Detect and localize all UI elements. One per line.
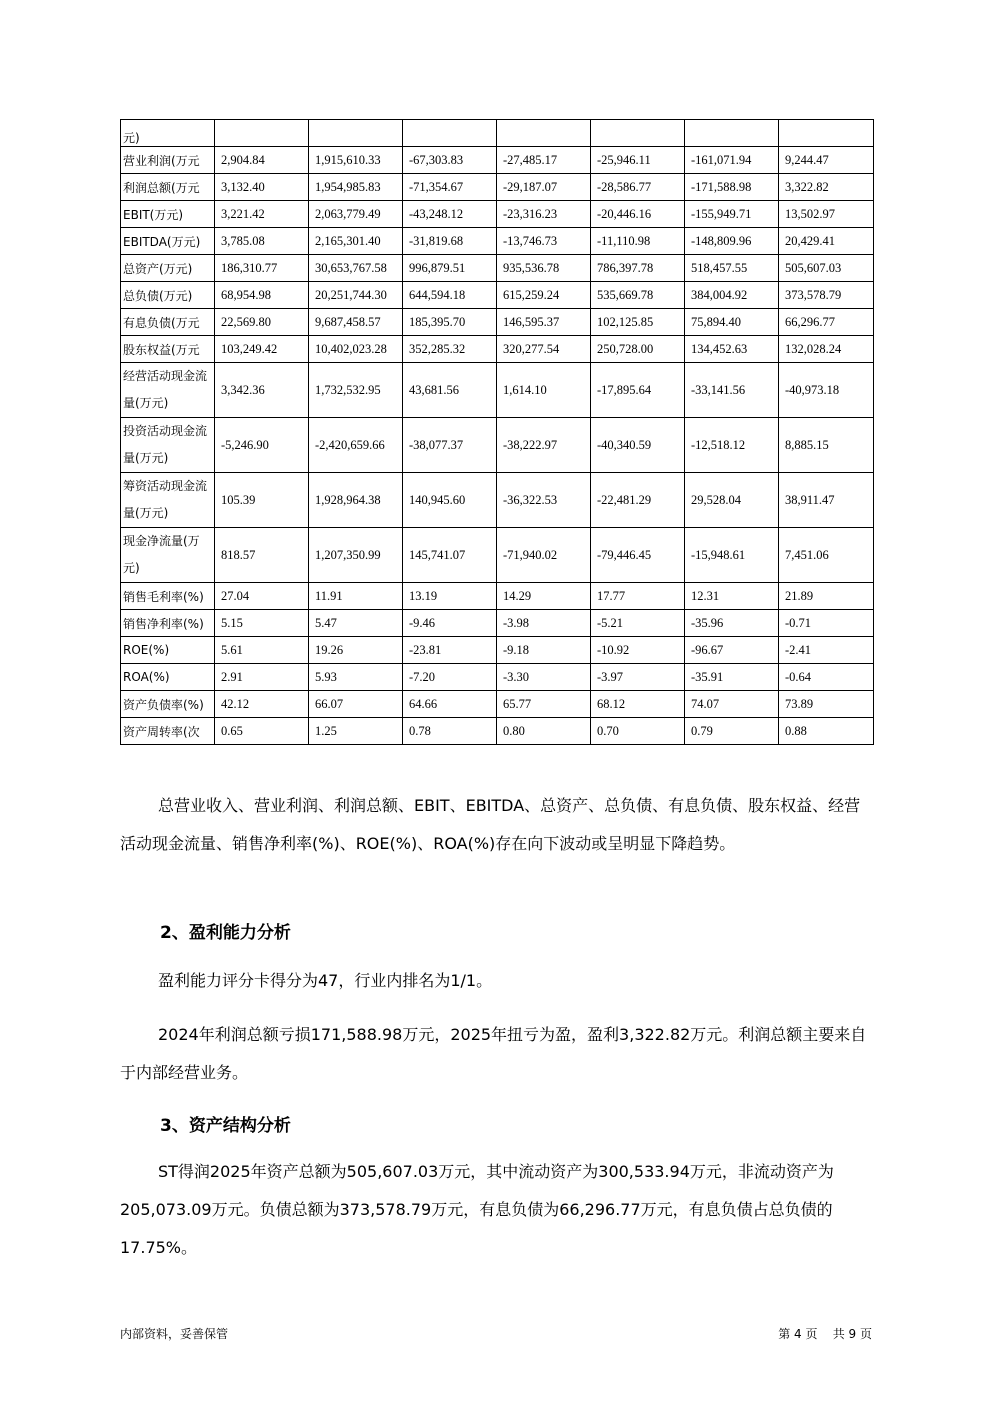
table-cell: 11.91 xyxy=(309,583,403,610)
row-label: 股东权益(万元 xyxy=(121,336,215,363)
table-cell: -31,819.68 xyxy=(403,228,497,255)
table-cell: 9,244.47 xyxy=(779,147,874,174)
table-cell xyxy=(591,120,685,147)
table-body xyxy=(121,120,874,745)
table-cell: -17,895.64 xyxy=(591,363,685,418)
table-row xyxy=(121,174,874,201)
table-cell: 103,249.42 xyxy=(215,336,309,363)
table-cell: -20,446.16 xyxy=(591,201,685,228)
table-cell xyxy=(309,120,403,147)
table-row xyxy=(121,282,874,309)
table-cell: -67,303.83 xyxy=(403,147,497,174)
table-cell: 818.57 xyxy=(215,528,309,583)
table-cell: 3,322.82 xyxy=(779,174,874,201)
table-cell: -7.20 xyxy=(403,664,497,691)
table-cell: 30,653,767.58 xyxy=(309,255,403,282)
table-cell xyxy=(779,120,874,147)
table-cell: 68.12 xyxy=(591,691,685,718)
row-label: 元) xyxy=(121,120,215,147)
table-cell: -9.46 xyxy=(403,610,497,637)
table-cell: 43,681.56 xyxy=(403,363,497,418)
table-cell: 384,004.92 xyxy=(685,282,779,309)
table-cell: -35.91 xyxy=(685,664,779,691)
table-cell: -12,518.12 xyxy=(685,418,779,473)
table-cell: 21.89 xyxy=(779,583,874,610)
table-cell: -23,316.23 xyxy=(497,201,591,228)
table-row xyxy=(121,718,874,745)
table-cell: 66,296.77 xyxy=(779,309,874,336)
table-cell: 2,904.84 xyxy=(215,147,309,174)
summary-paragraph: 总营业收入、营业利润、利润总额、EBIT、EBITDA、总资产、总负债、有息负债、股东权益、经营活动现金流量、销售净利率(%)、ROE(%)、ROA(%)存在向下波动或呈明显下降趋势。 xyxy=(120,796,861,853)
table-row xyxy=(121,473,874,528)
table-cell: 17.77 xyxy=(591,583,685,610)
row-label: ROE(%) xyxy=(121,637,215,664)
table-cell: 14.29 xyxy=(497,583,591,610)
table-cell: 505,607.03 xyxy=(779,255,874,282)
table-cell: -38,222.97 xyxy=(497,418,591,473)
table-row xyxy=(121,691,874,718)
table-cell: 615,259.24 xyxy=(497,282,591,309)
row-label: 总资产(万元) xyxy=(121,255,215,282)
table-cell: 5.61 xyxy=(215,637,309,664)
table-cell: 42.12 xyxy=(215,691,309,718)
table-cell: 20,429.41 xyxy=(779,228,874,255)
footer-page-number: 第 4 页 共 9 页 xyxy=(778,1327,872,1341)
table-cell: -40,340.59 xyxy=(591,418,685,473)
table-cell: 320,277.54 xyxy=(497,336,591,363)
table-cell xyxy=(403,120,497,147)
table-cell: -36,322.53 xyxy=(497,473,591,528)
table-cell: -71,354.67 xyxy=(403,174,497,201)
row-label: 总负债(万元) xyxy=(121,282,215,309)
table-cell xyxy=(215,120,309,147)
table-cell: 250,728.00 xyxy=(591,336,685,363)
table-cell: 3,342.36 xyxy=(215,363,309,418)
table-cell: 518,457.55 xyxy=(685,255,779,282)
table-cell: -35.96 xyxy=(685,610,779,637)
table-cell: 5.47 xyxy=(309,610,403,637)
table-cell: 0.78 xyxy=(403,718,497,745)
row-label: 资产周转率(次 xyxy=(121,718,215,745)
table-cell: 10,402,023.28 xyxy=(309,336,403,363)
table-cell: -3.98 xyxy=(497,610,591,637)
table-cell: 68,954.98 xyxy=(215,282,309,309)
section-3-heading: 3、资产结构分析 xyxy=(160,1116,291,1136)
table-cell: 146,595.37 xyxy=(497,309,591,336)
table-cell: 3,221.42 xyxy=(215,201,309,228)
table-cell: 0.79 xyxy=(685,718,779,745)
table-cell: 8,885.15 xyxy=(779,418,874,473)
row-label: 营业利润(万元 xyxy=(121,147,215,174)
table-cell: 5.93 xyxy=(309,664,403,691)
section-2-paragraph-1: 盈利能力评分卡得分为47，行业内排名为1/1。 xyxy=(158,971,493,990)
table-cell: 22,569.80 xyxy=(215,309,309,336)
table-cell: 644,594.18 xyxy=(403,282,497,309)
table-cell: -11,110.98 xyxy=(591,228,685,255)
footer-confidential-note: 内部资料，妥善保管 xyxy=(120,1327,229,1341)
table-cell: -161,071.94 xyxy=(685,147,779,174)
table-cell: 38,911.47 xyxy=(779,473,874,528)
table-cell: 1,207,350.99 xyxy=(309,528,403,583)
table-cell: 19.26 xyxy=(309,637,403,664)
table-cell: -23.81 xyxy=(403,637,497,664)
table-cell: -5,246.90 xyxy=(215,418,309,473)
table-cell: -0.71 xyxy=(779,610,874,637)
table-cell: 3,785.08 xyxy=(215,228,309,255)
table-cell: 1,928,964.38 xyxy=(309,473,403,528)
table-cell xyxy=(497,120,591,147)
table-cell: -13,746.73 xyxy=(497,228,591,255)
table-row xyxy=(121,228,874,255)
table-cell: 1,614.10 xyxy=(497,363,591,418)
table-cell: 134,452.63 xyxy=(685,336,779,363)
table-cell: 66.07 xyxy=(309,691,403,718)
table-row xyxy=(121,363,874,418)
table-cell: -9.18 xyxy=(497,637,591,664)
table-cell: 0.65 xyxy=(215,718,309,745)
table-cell: 352,285.32 xyxy=(403,336,497,363)
table-cell: 186,310.77 xyxy=(215,255,309,282)
table-row xyxy=(121,147,874,174)
table-row xyxy=(121,120,874,147)
table-cell: -28,586.77 xyxy=(591,174,685,201)
table-cell: 0.70 xyxy=(591,718,685,745)
table-cell: -29,187.07 xyxy=(497,174,591,201)
table-cell: 75,894.40 xyxy=(685,309,779,336)
table-cell: 373,578.79 xyxy=(779,282,874,309)
table-cell: 64.66 xyxy=(403,691,497,718)
table-cell: 73.89 xyxy=(779,691,874,718)
table-cell: -38,077.37 xyxy=(403,418,497,473)
table-cell: 105.39 xyxy=(215,473,309,528)
row-label: 销售净利率(%) xyxy=(121,610,215,637)
table-cell: -3.30 xyxy=(497,664,591,691)
table-cell: -148,809.96 xyxy=(685,228,779,255)
table-cell: 1,915,610.33 xyxy=(309,147,403,174)
financial-table-container xyxy=(120,119,873,745)
table-cell: -2.41 xyxy=(779,637,874,664)
table-cell: 996,879.51 xyxy=(403,255,497,282)
table-cell: -5.21 xyxy=(591,610,685,637)
table-cell: -171,588.98 xyxy=(685,174,779,201)
table-cell: 185,395.70 xyxy=(403,309,497,336)
table-cell: -25,946.11 xyxy=(591,147,685,174)
table-cell: -43,248.12 xyxy=(403,201,497,228)
table-cell: -40,973.18 xyxy=(779,363,874,418)
row-label: 现金净流量(万元) xyxy=(121,528,215,583)
row-label: EBIT(万元) xyxy=(121,201,215,228)
table-cell: 65.77 xyxy=(497,691,591,718)
table-row xyxy=(121,637,874,664)
table-cell: 27.04 xyxy=(215,583,309,610)
table-cell: -0.64 xyxy=(779,664,874,691)
table-cell: 5.15 xyxy=(215,610,309,637)
section-2-heading: 2、盈利能力分析 xyxy=(160,923,291,943)
section-3-paragraph-1: ST得润2025年资产总额为505,607.03万元，其中流动资产为300,533.94万元，非流动资产为205,073.09万元。负债总额为373,578.79万元，有息负债为66,296.77万元，有息负债占总负债的17.75%。 xyxy=(120,1162,834,1257)
table-cell: 13,502.97 xyxy=(779,201,874,228)
table-cell: 1.25 xyxy=(309,718,403,745)
table-cell: 2,063,779.49 xyxy=(309,201,403,228)
table-cell: -155,949.71 xyxy=(685,201,779,228)
financial-indicators-table xyxy=(120,119,874,745)
table-cell: -96.67 xyxy=(685,637,779,664)
table-cell: -15,948.61 xyxy=(685,528,779,583)
table-cell: 13.19 xyxy=(403,583,497,610)
table-cell: 29,528.04 xyxy=(685,473,779,528)
table-cell: -79,446.45 xyxy=(591,528,685,583)
table-cell: -3.97 xyxy=(591,664,685,691)
table-cell: 1,954,985.83 xyxy=(309,174,403,201)
table-cell: 935,536.78 xyxy=(497,255,591,282)
row-label: 有息负债(万元 xyxy=(121,309,215,336)
table-cell: 20,251,744.30 xyxy=(309,282,403,309)
table-cell: 2.91 xyxy=(215,664,309,691)
table-cell: -22,481.29 xyxy=(591,473,685,528)
row-label: 利润总额(万元 xyxy=(121,174,215,201)
table-cell: 3,132.40 xyxy=(215,174,309,201)
row-label: 经营活动现金流量(万元) xyxy=(121,363,215,418)
table-row xyxy=(121,336,874,363)
table-row xyxy=(121,664,874,691)
table-cell: 2,165,301.40 xyxy=(309,228,403,255)
table-cell: -27,485.17 xyxy=(497,147,591,174)
table-row xyxy=(121,528,874,583)
table-cell: -2,420,659.66 xyxy=(309,418,403,473)
table-cell: -33,141.56 xyxy=(685,363,779,418)
table-cell: 74.07 xyxy=(685,691,779,718)
table-cell: 9,687,458.57 xyxy=(309,309,403,336)
table-cell xyxy=(685,120,779,147)
row-label: 筹资活动现金流量(万元) xyxy=(121,473,215,528)
row-label: EBITDA(万元) xyxy=(121,228,215,255)
table-row xyxy=(121,418,874,473)
table-cell: 145,741.07 xyxy=(403,528,497,583)
table-cell: 7,451.06 xyxy=(779,528,874,583)
table-cell: 132,028.24 xyxy=(779,336,874,363)
table-cell: 0.88 xyxy=(779,718,874,745)
table-cell: 1,732,532.95 xyxy=(309,363,403,418)
table-row xyxy=(121,309,874,336)
table-cell: 12.31 xyxy=(685,583,779,610)
row-label: 投资活动现金流量(万元) xyxy=(121,418,215,473)
table-cell: -71,940.02 xyxy=(497,528,591,583)
row-label: ROA(%) xyxy=(121,664,215,691)
table-row xyxy=(121,583,874,610)
table-row xyxy=(121,610,874,637)
table-cell: -10.92 xyxy=(591,637,685,664)
table-cell: 535,669.78 xyxy=(591,282,685,309)
table-row xyxy=(121,201,874,228)
table-cell: 0.80 xyxy=(497,718,591,745)
table-cell: 102,125.85 xyxy=(591,309,685,336)
section-2-paragraph-2: 2024年利润总额亏损171,588.98万元，2025年扭亏为盈，盈利3,322.82万元。利润总额主要来自于内部经营业务。 xyxy=(120,1025,867,1082)
row-label: 销售毛利率(%) xyxy=(121,583,215,610)
table-row xyxy=(121,255,874,282)
table-cell: 140,945.60 xyxy=(403,473,497,528)
row-label: 资产负债率(%) xyxy=(121,691,215,718)
table-cell: 786,397.78 xyxy=(591,255,685,282)
